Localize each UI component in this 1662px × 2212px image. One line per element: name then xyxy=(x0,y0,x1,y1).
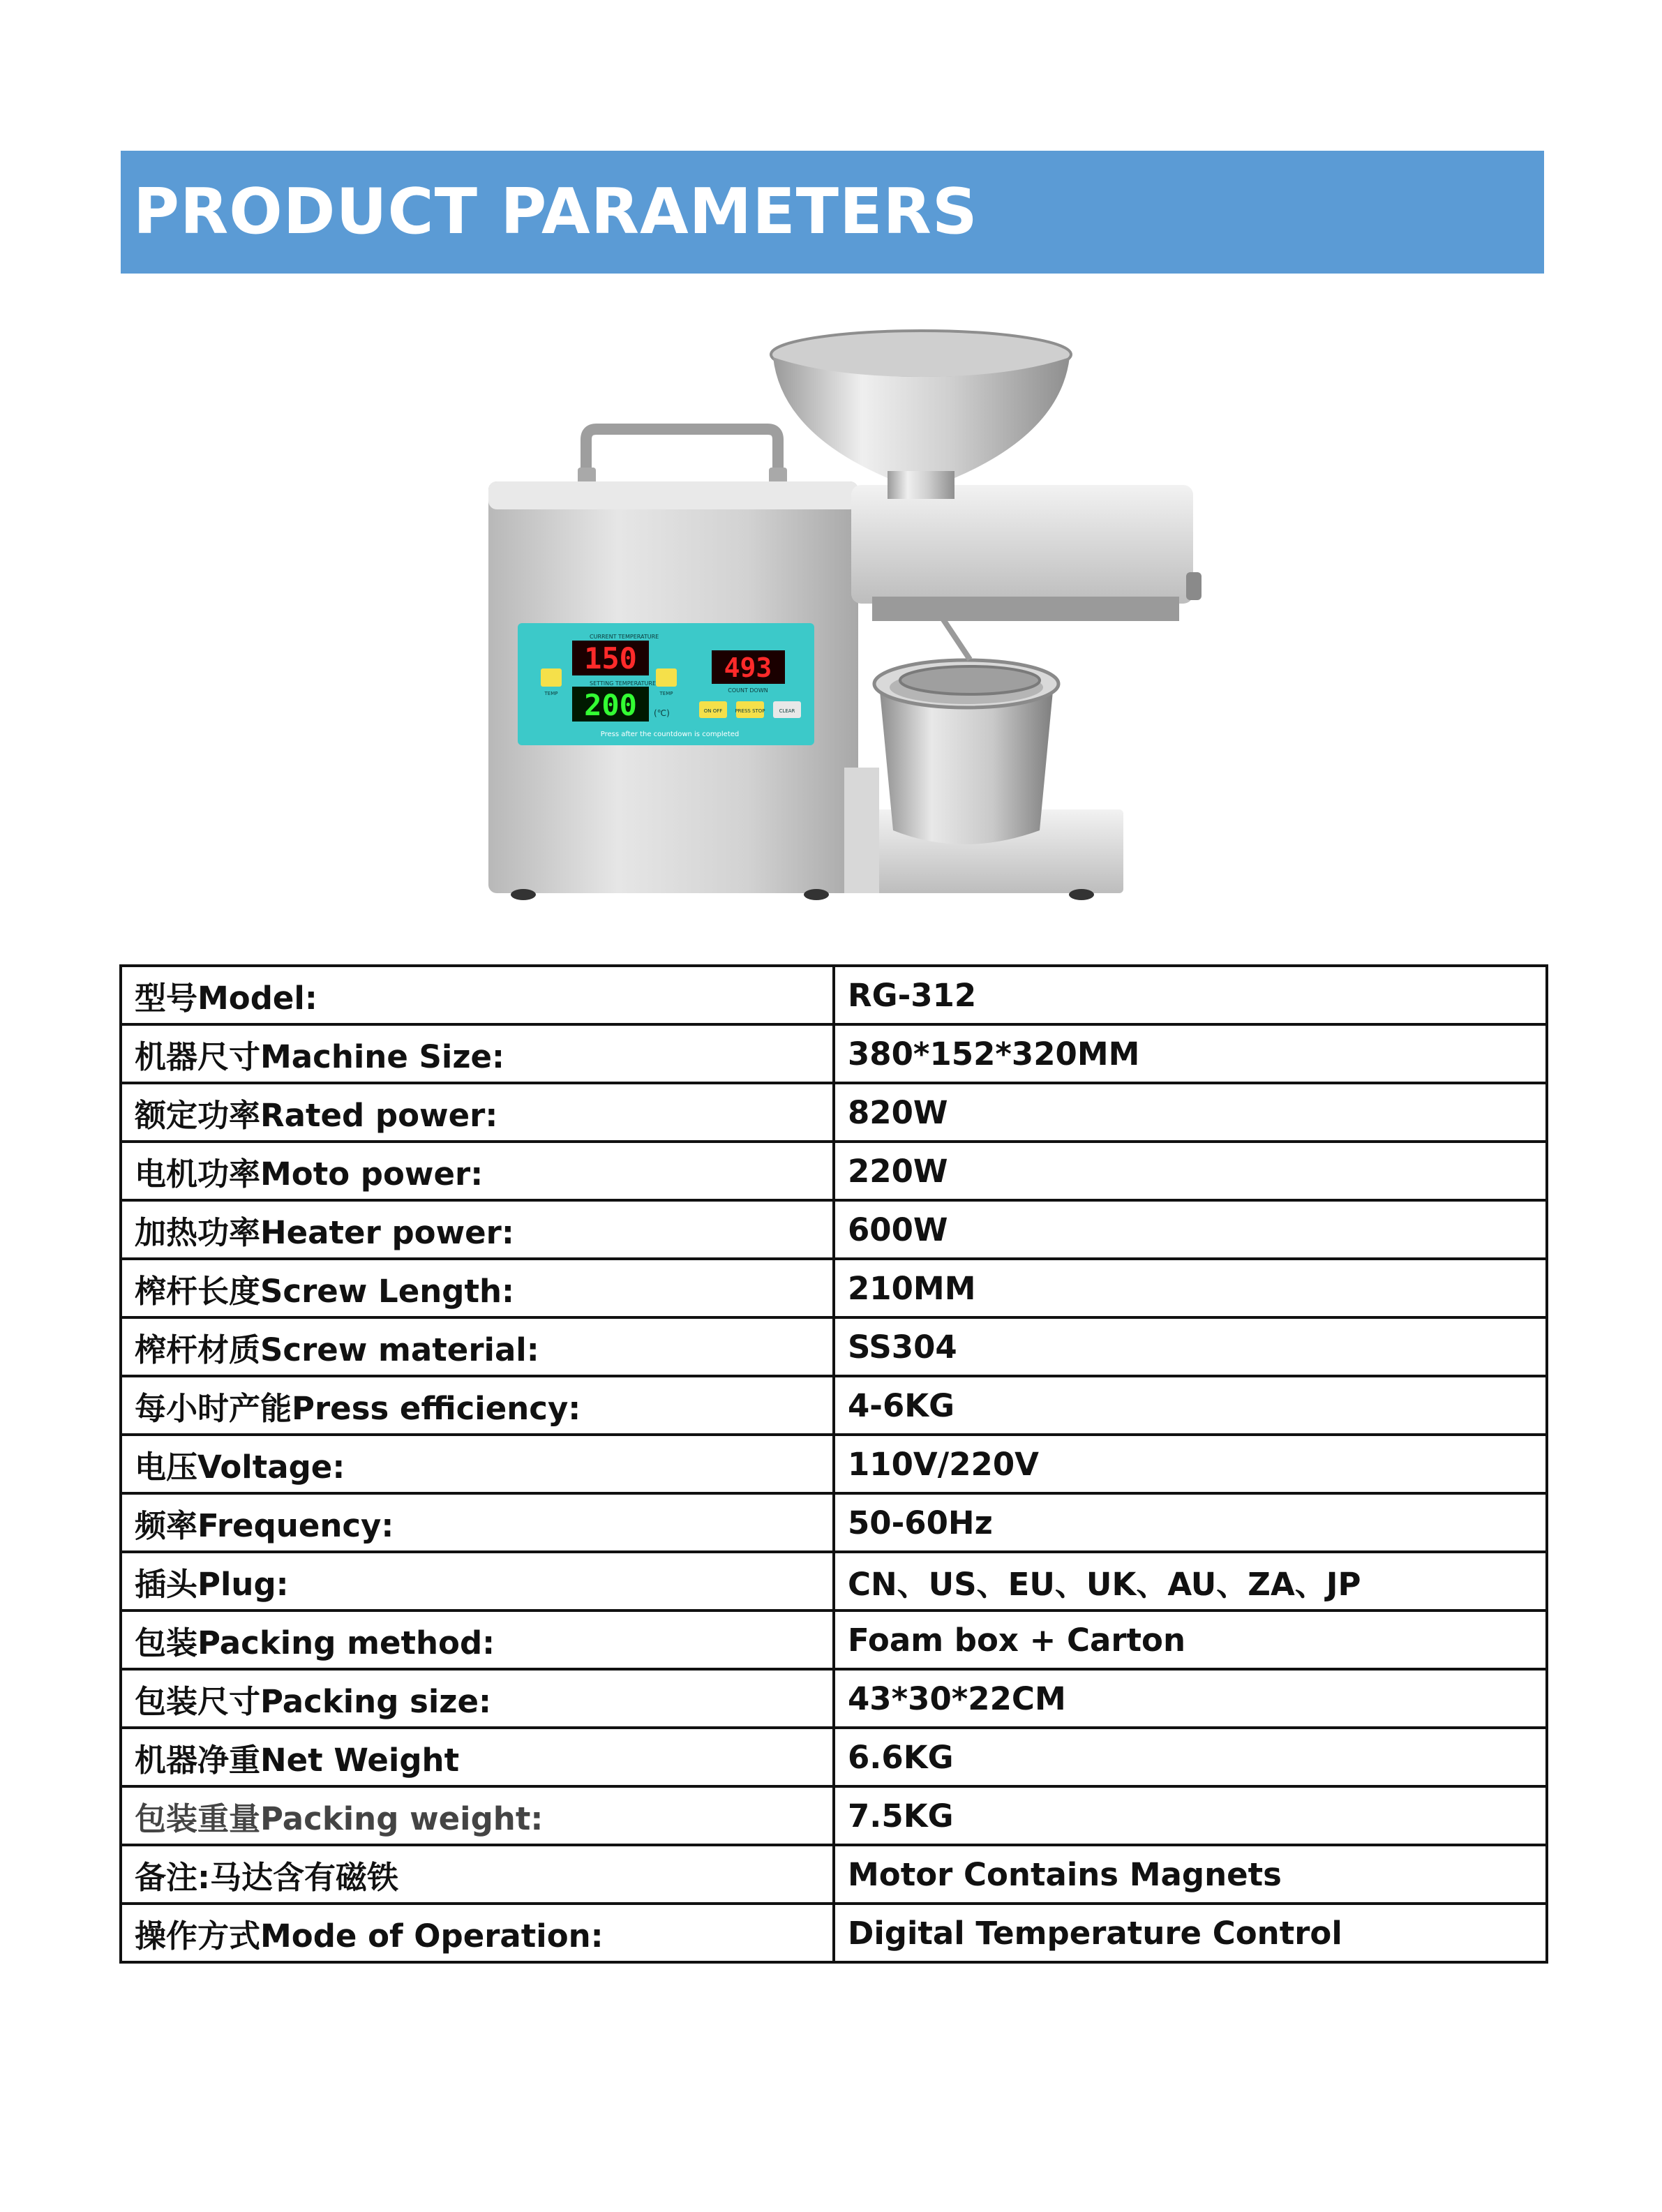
table-row xyxy=(121,1024,1547,1083)
table-row xyxy=(121,1552,1547,1611)
parameter-label: 电压Voltage: xyxy=(121,1435,834,1493)
svg-text:ON OFF: ON OFF xyxy=(703,708,723,714)
parameter-label: 电机功率Moto power: xyxy=(121,1142,834,1200)
parameter-value: 7.5KG xyxy=(834,1786,1547,1845)
temp-down-button xyxy=(656,668,677,687)
parameter-value: Motor Contains Magnets xyxy=(834,1845,1547,1904)
table-row xyxy=(121,966,1547,1024)
parameter-label: 榨杆材质Screw material: xyxy=(121,1317,834,1376)
parameter-value: 6.6KG xyxy=(834,1728,1547,1786)
table-row xyxy=(121,1142,1547,1200)
table-row xyxy=(121,1493,1547,1552)
panel-note: Press after the countdown is completed xyxy=(600,731,740,738)
parameter-label: 备注:马达含有磁铁 xyxy=(121,1845,834,1904)
parameter-label: 每小时产能Press efficiency: xyxy=(121,1376,834,1435)
strainer xyxy=(900,666,1040,694)
parameter-value: RG-312 xyxy=(834,966,1547,1024)
table-row xyxy=(121,1669,1547,1728)
table-row xyxy=(121,1200,1547,1259)
oil-press-machine-image xyxy=(481,328,1207,907)
parameter-value: 43*30*22CM xyxy=(834,1669,1547,1728)
table-row xyxy=(121,1904,1547,1962)
control-panel xyxy=(518,623,814,745)
table-row xyxy=(121,1317,1547,1376)
parameter-value: 50-60Hz xyxy=(834,1493,1547,1552)
press-barrel xyxy=(851,485,1193,604)
parameter-label: 额定功率Rated power: xyxy=(121,1083,834,1142)
parameter-label: 包装尺寸Packing size: xyxy=(121,1669,834,1728)
table-row xyxy=(121,1611,1547,1669)
parameter-label: 频率Frequency: xyxy=(121,1493,834,1552)
setting-temp-caption: SETTING TEMPERATURE xyxy=(590,680,657,687)
parameter-label: 型号Model: xyxy=(121,966,834,1024)
countdown-caption: COUNT DOWN xyxy=(728,687,768,694)
header-banner xyxy=(121,151,1544,274)
parameter-label: 插头Plug: xyxy=(121,1552,834,1611)
svg-text:TEMP: TEMP xyxy=(544,691,558,696)
parameter-value: SS304 xyxy=(834,1317,1547,1376)
setting-temp-display: 200 xyxy=(584,688,637,722)
parameter-label: 包装重量Packing weight: xyxy=(121,1786,834,1845)
temp-up-button xyxy=(541,668,562,687)
countdown-display: 493 xyxy=(724,652,772,683)
parameter-value: Foam box + Carton xyxy=(834,1611,1547,1669)
parameter-label: 加热功率Heater power: xyxy=(121,1200,834,1259)
current-temp-display: 150 xyxy=(584,641,637,675)
svg-text:PRESS STOP: PRESS STOP xyxy=(735,708,765,714)
parameter-label: 机器尺寸Machine Size: xyxy=(121,1024,834,1083)
table-row xyxy=(121,1845,1547,1904)
parameter-value: 380*152*320MM xyxy=(834,1024,1547,1083)
carry-handle xyxy=(586,429,778,478)
parameter-value: Digital Temperature Control xyxy=(834,1904,1547,1962)
parameter-value: 110V/220V xyxy=(834,1435,1547,1493)
table-row xyxy=(121,1728,1547,1786)
page-title: PRODUCT PARAMETERS xyxy=(133,175,978,248)
parameter-value: CN、US、EU、UK、AU、ZA、JP xyxy=(834,1552,1547,1611)
parameter-value: 210MM xyxy=(834,1259,1547,1317)
table-row xyxy=(121,1786,1547,1845)
parameter-label: 操作方式Mode of Operation: xyxy=(121,1904,834,1962)
parameter-value: 820W xyxy=(834,1083,1547,1142)
parameter-value: 600W xyxy=(834,1200,1547,1259)
parameter-label: 榨杆长度Screw Length: xyxy=(121,1259,834,1317)
parameter-value: 220W xyxy=(834,1142,1547,1200)
parameter-label: 机器净重Net Weight xyxy=(121,1728,834,1786)
parameter-label: 包装Packing method: xyxy=(121,1611,834,1669)
temp-unit: (℃) xyxy=(654,708,670,718)
table-row xyxy=(121,1083,1547,1142)
current-temp-caption: CURRENT TEMPERATURE xyxy=(590,634,659,640)
parameter-value: 4-6KG xyxy=(834,1376,1547,1435)
table-row xyxy=(121,1435,1547,1493)
table-row xyxy=(121,1376,1547,1435)
svg-text:CLEAR: CLEAR xyxy=(779,708,795,714)
table-row xyxy=(121,1259,1547,1317)
svg-text:TEMP: TEMP xyxy=(659,691,673,696)
parameters-table xyxy=(119,964,1548,1964)
